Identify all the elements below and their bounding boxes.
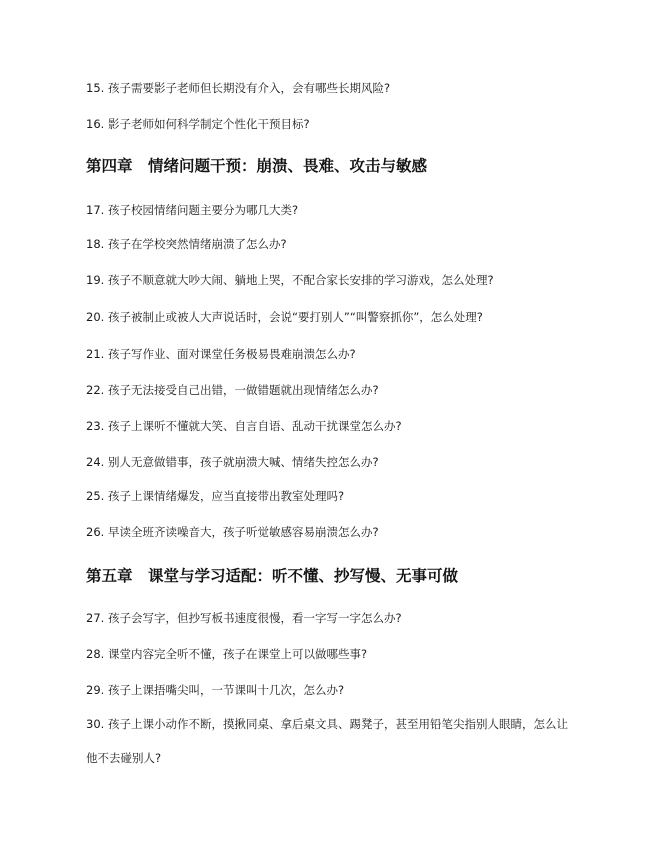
- question-25: 25. 孩子上课情绪爆发，应当直接带出教室处理吗?: [86, 489, 345, 503]
- question-26: 26. 早读全班齐读噪音大，孩子听觉敏感容易崩溃怎么办?: [86, 525, 379, 539]
- question-20: 20. 孩子被制止或被人大声说话时，会说“要打别人”“叫警察抓你”，怎么处理?: [86, 310, 483, 324]
- question-16: 16. 影子老师如何科学制定个性化干预目标?: [86, 117, 310, 131]
- question-30: 30. 孩子上课小动作不断，摸揪同桌、拿后桌文具、踢凳子，甚至用铅笔尖指别人眼睛，怎么让他不去碰别人?: [86, 717, 568, 765]
- question-22: 22. 孩子无法接受自己出错，一做错题就出现情绪怎么办?: [86, 383, 379, 397]
- question-27: 27. 孩子会写字，但抄写板书速度很慢，看一字写一字怎么办?: [86, 611, 402, 625]
- question-28: 28. 课堂内容完全听不懂，孩子在课堂上可以做哪些事?: [86, 647, 368, 661]
- question-18: 18. 孩子在学校突然情绪崩溃了怎么办?: [86, 237, 287, 251]
- question-21: 21. 孩子写作业、面对课堂任务极易畏难崩溃怎么办?: [86, 347, 356, 361]
- question-17: 17. 孩子校园情绪问题主要分为哪几大类?: [86, 203, 299, 217]
- chapter-5-heading: 第五章 课堂与学习适配：听不懂、抄写慢、无事可做: [86, 567, 459, 585]
- question-15: 15. 孩子需要影子老师但长期没有介入，会有哪些长期风险?: [86, 81, 391, 95]
- question-29: 29. 孩子上课捂嘴尖叫，一节课叫十几次，怎么办?: [86, 683, 345, 697]
- question-23: 23. 孩子上课听不懂就大笑、自言自语、乱动干扰课堂怎么办?: [86, 419, 402, 433]
- question-19: 19. 孩子不顺意就大吵大闹、躺地上哭，不配合家长安排的学习游戏，怎么处理?: [86, 273, 494, 287]
- chapter-4-heading: 第四章 情绪问题干预：崩溃、畏难、攻击与敏感: [86, 157, 428, 175]
- question-24: 24. 别人无意做错事，孩子就崩溃大喊、情绪失控怎么办?: [86, 455, 379, 469]
